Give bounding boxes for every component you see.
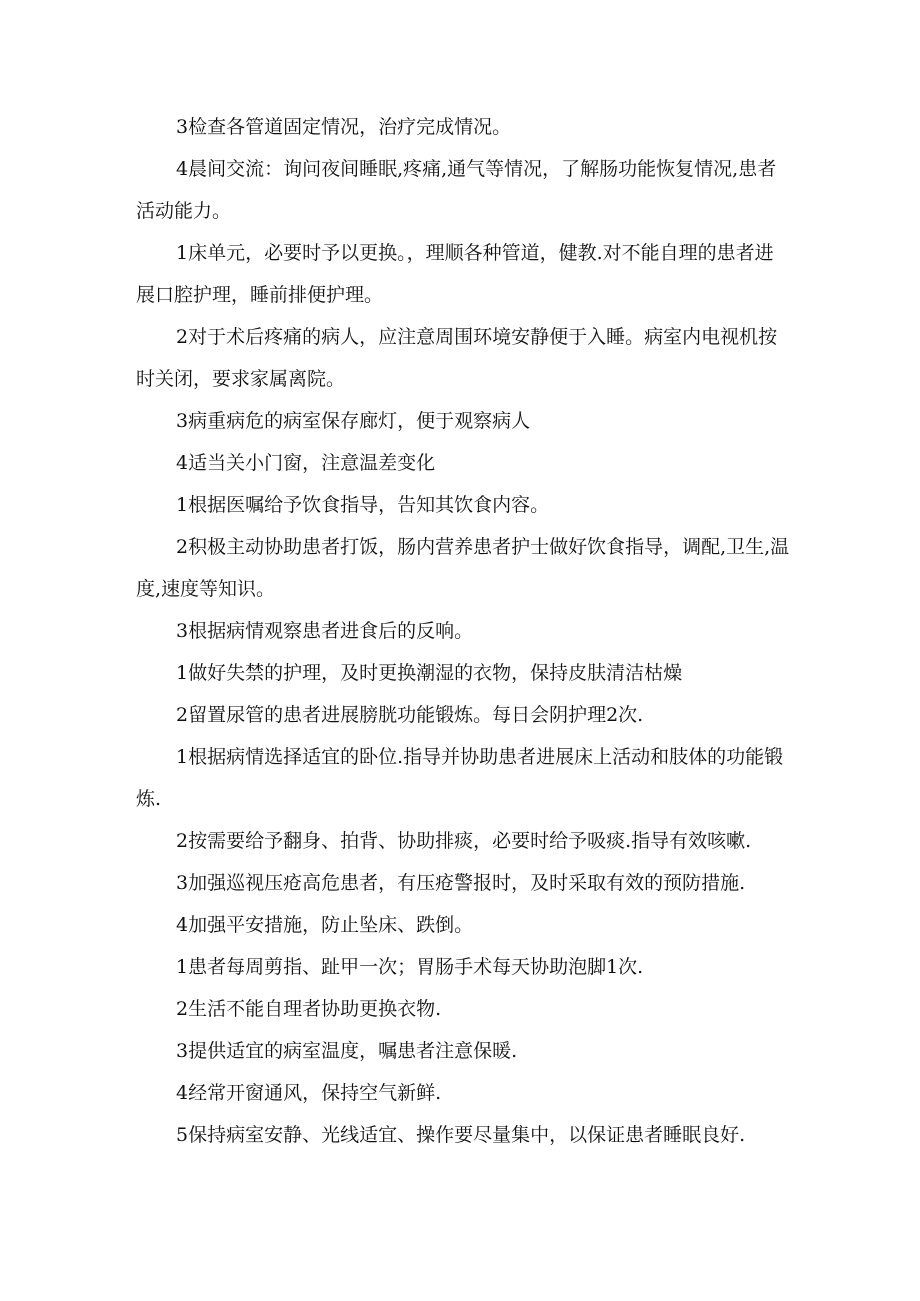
paragraph-2: 4晨间交流：询问夜间睡眠,疼痛,通气等情况，了解肠功能恢复情况,患者活动能力。 <box>136 158 777 222</box>
document-body <box>136 106 790 1156</box>
paragraph-10: 1做好失禁的护理，及时更换潮湿的衣物，保持皮肤清洁枯燥 <box>176 662 683 684</box>
paragraph-9: 3根据病情观察患者进食后的反响。 <box>176 620 474 642</box>
paragraph-5: 3病重病危的病室保存廊灯，便于观察病人 <box>176 410 531 432</box>
paragraph-11: 2留置尿管的患者进展膀胱功能锻炼。每日会阴护理2次. <box>176 704 644 726</box>
paragraph-14: 3加强巡视压疮高危患者，有压疮警报时，及时采取有效的预防措施. <box>176 872 746 894</box>
paragraph-18: 3提供适宜的病室温度，嘱患者注意保暖. <box>176 1040 518 1062</box>
paragraph-1: 3检查各管道固定情况，治疗完成情况。 <box>176 116 512 138</box>
paragraph-8: 2积极主动协助患者打饭，肠内营养患者护士做好饮食指导，调配,卫生,温度,速度等知识。 <box>136 536 790 600</box>
paragraph-13: 2按需要给予翻身、拍背、协助排痰，必要时给予吸痰.指导有效咳嗽. <box>176 830 752 852</box>
paragraph-6: 4适当关小门窗，注意温差变化 <box>176 452 436 474</box>
paragraph-3: 1床单元，必要时予以更换。，理顺各种管道，健教.对不能自理的患者进展口腔护理，睡前排便护理。 <box>136 242 774 306</box>
paragraph-4: 2对于术后疼痛的病人，应注意周围环境安静便于入睡。病室内电视机按时关闭，要求家属离院。 <box>136 326 778 390</box>
paragraph-12: 1根据病情选择适宜的卧位.指导并协助患者进展床上活动和肢体的功能锻炼. <box>136 746 784 810</box>
paragraph-17: 2生活不能自理者协助更换衣物. <box>176 998 442 1020</box>
paragraph-20: 5保持病室安静、光线适宜、操作要尽量集中，以保证患者睡眠良好. <box>176 1124 746 1146</box>
paragraph-19: 4经常开窗通风，保持空气新鲜. <box>176 1082 442 1104</box>
paragraph-7: 1根据医嘱给予饮食指导，告知其饮食内容。 <box>176 494 550 516</box>
paragraph-16: 1患者每周剪指、趾甲一次；胃肠手术每天协助泡脚1次. <box>176 956 644 978</box>
paragraph-15: 4加强平安措施，防止坠床、跌倒。 <box>176 914 474 936</box>
